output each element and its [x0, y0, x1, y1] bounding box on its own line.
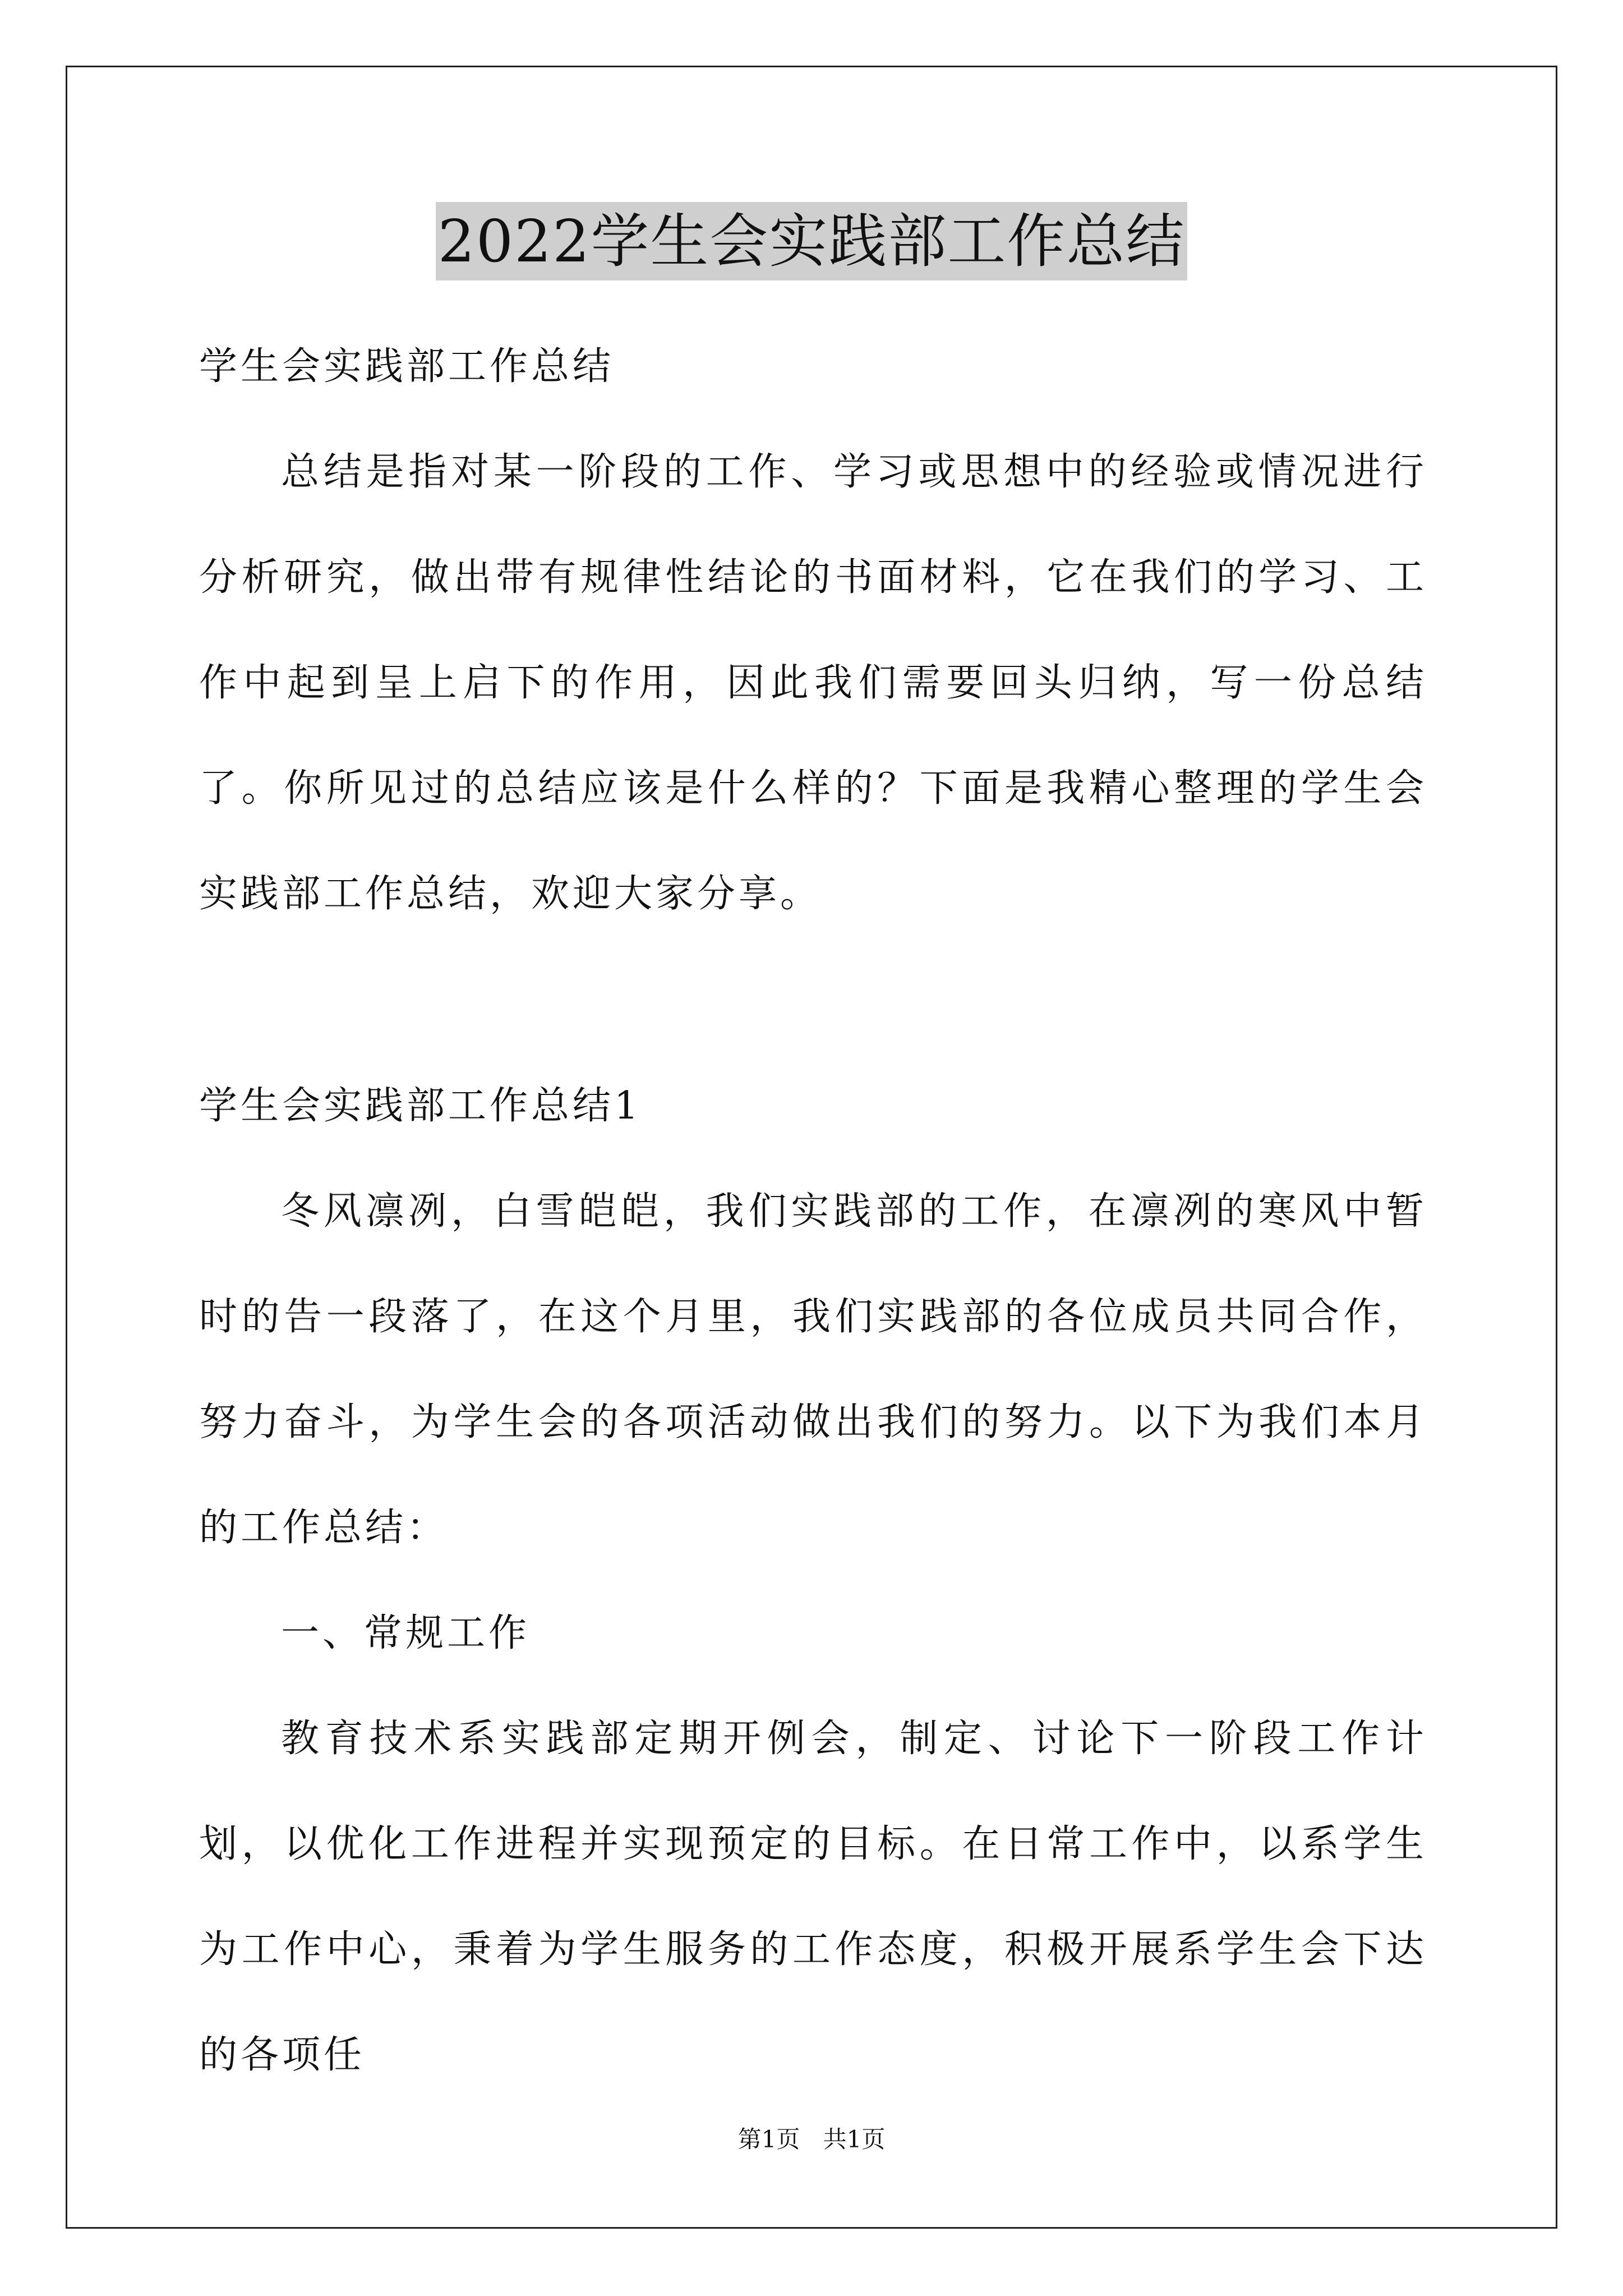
section-spacer [199, 947, 1427, 1053]
document-title: 2022学生会实践部工作总结 [436, 202, 1188, 280]
section-heading: 学生会实践部工作总结1 [199, 1084, 642, 1128]
page-number: 第1页 共1页 [737, 2125, 886, 2153]
body-paragraph: 教育技术系实践部定期开例会，制定、讨论下一阶段工作计划，以优化工作进程并实现预定的目标。在日常工作中，以系学生为工作中心，秉着为学生服务的工作态度，积极开展系学生会下达的各项任 [199, 1717, 1427, 2077]
subtitle: 学生会实践部工作总结 [199, 344, 615, 389]
body-paragraph: 冬风凛冽，白雪皑皑，我们实践部的工作，在凛冽的寒风中暂时的告一段落了，在这个月里，我们实践部的各位成员共同合作，努力奋斗，为学生会的各项活动做出我们的努力。以下为我们本月的工作总结： [199, 1189, 1427, 1550]
intro-paragraph: 总结是指对某一阶段的工作、学习或思想中的经验或情况进行分析研究，做出带有规律性结论的书面材料，它在我们的学习、工作中起到呈上启下的作用，因此我们需要回头归纳，写一份总结了。你所见过的总结应该是什么样的？下面是我精心整理的学生会实践部工作总结，欢迎大家分享。 [199, 450, 1427, 916]
subsection-heading: 一、常规工作 [281, 1611, 531, 1655]
document-body [199, 314, 1427, 2108]
title-container [0, 202, 1623, 280]
